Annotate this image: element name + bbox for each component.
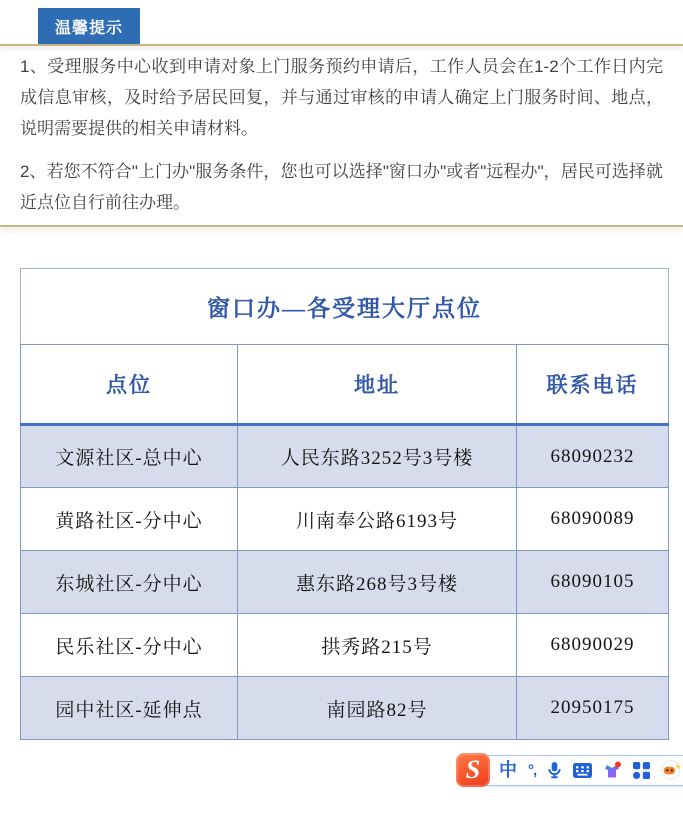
cell-phone: 68090105: [517, 551, 669, 614]
cell-phone: 20950175: [517, 677, 669, 740]
table-title-row: [21, 269, 669, 345]
column-header-point: 点位: [21, 345, 238, 425]
cell-address: 人民东路3252号3号楼: [238, 425, 517, 488]
sogou-logo-icon[interactable]: S: [456, 753, 490, 787]
cell-point: 东城社区-分中心: [21, 551, 238, 614]
table-header-row: [21, 345, 669, 425]
table-row: [21, 551, 669, 614]
column-header-address: 地址: [238, 345, 517, 425]
chinese-mode-icon[interactable]: 中: [499, 760, 517, 780]
tip-paragraph-2: 2、若您不符合"上门办"服务条件，您也可以选择"窗口办"或者"远程办"，居民可选择就近点位自行前往办理。: [20, 162, 663, 212]
cell-phone: 68090029: [517, 614, 669, 677]
tip-paragraph-1: 1、受理服务中心收到申请对象上门服务预约申请后，工作人员会在1-2个工作日内完成信息审核，及时给予居民回复，并与通过审核的申请人确定上门服务时间、地点，说明需要提供的相关申请材料。: [20, 57, 663, 138]
cell-point: 民乐社区-分中心: [21, 614, 238, 677]
cell-address: 惠东路268号3号楼: [238, 551, 517, 614]
cell-point: 园中社区-延伸点: [21, 677, 238, 740]
microphone-icon[interactable]: [547, 761, 562, 779]
punctuation-icon[interactable]: °,: [528, 761, 537, 779]
cell-address: 拱秀路215号: [238, 614, 517, 677]
tip-badge-label: 温馨提示: [55, 19, 124, 37]
cell-phone: 68090232: [517, 425, 669, 488]
ime-toolbar[interactable]: [456, 752, 683, 788]
cell-phone: 68090089: [517, 488, 669, 551]
cell-address: 川南奉公路6193号: [238, 488, 517, 551]
divider-bottom: [0, 225, 683, 227]
toolbox-icon[interactable]: [633, 762, 650, 779]
table-row: [21, 425, 669, 488]
table-row: [21, 488, 669, 551]
cell-point: 文源社区-总中心: [21, 425, 238, 488]
tip-badge: [38, 8, 140, 44]
table-row: [21, 677, 669, 740]
cell-address: 南园路82号: [238, 677, 517, 740]
table-row: [21, 614, 669, 677]
table-title: 窗口办—各受理大厅点位: [21, 269, 669, 345]
emoji-assistant-icon[interactable]: [661, 760, 682, 780]
skin-icon[interactable]: [603, 761, 622, 779]
divider-top: [0, 44, 683, 46]
keyboard-icon[interactable]: [573, 763, 592, 778]
service-points-table: [20, 268, 669, 740]
cell-point: 黄路社区-分中心: [21, 488, 238, 551]
column-header-phone: 联系电话: [517, 345, 669, 425]
ime-toolbar-box[interactable]: [484, 755, 683, 786]
tip-body: [20, 51, 663, 230]
